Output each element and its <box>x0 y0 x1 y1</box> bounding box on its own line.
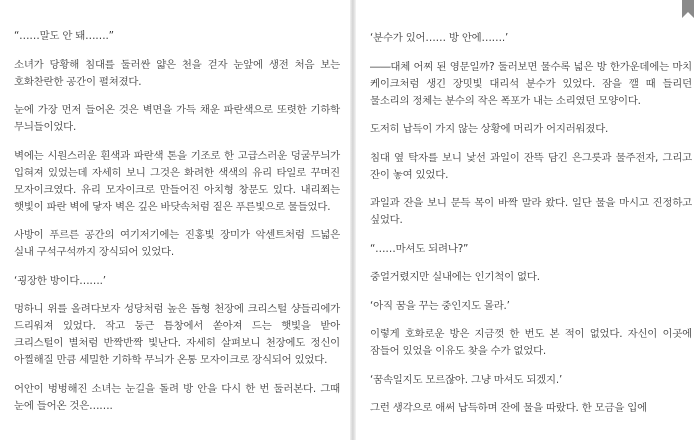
right-paragraph-5: 과일과 잔을 보니 문득 목이 바짝 말라 왔다. 일단 물을 마시고 진정하고 싶었다. <box>370 197 692 226</box>
right-paragraph-3: 도저히 납득이 가지 않는 상황에 머리가 어지러워졌다. <box>370 123 609 135</box>
right-paragraph-9: 이렇게 호화로운 방은 지금껏 한 번도 본 적이 없었다. 자신이 이곳에 잠들어 있었을 이유도 찾을 수가 없었다. <box>370 328 692 357</box>
right-page[interactable] <box>356 0 700 440</box>
right-paragraph-1: ‘분수가 있어…… 방 안에…….’ <box>370 32 509 44</box>
bookmark-icon[interactable] <box>682 0 694 18</box>
left-paragraph-4: 벽에는 시원스러운 흰색과 파란색 톤을 기조로 한 고급스러운 덩굴무늬가 입혀져 있었는데 자세히 보니 그것은 화려한 색색의 유리 타일로 꾸며진 모자이크였다. 유리 모자이크로 만들어진 아치형 창문도 있다. 내리쬐는 햇빛이 파란 벽에 닿자 벽은 깊은 바닷속처럼 짙은 푸른빛으로 물들었다. <box>14 149 340 213</box>
right-paragraph-10: ‘꿈속일지도 모르잖아. 그냥 마셔도 되겠지.’ <box>370 373 563 386</box>
left-paragraph-5: 사방이 푸르른 공간의 여기저기에는 진홍빛 장미가 악센트처럼 드넓은 실내 구석구석까지 장식되어 있었다. <box>14 229 340 258</box>
right-paragraph-6: “……마셔도 되려나?” <box>370 242 469 255</box>
right-paragraph-2: ――대체 어찌 된 영문일까? 둘러보면 물수록 넓은 방 한가운데에는 마치 케이크처럼 생긴 장밋빛 대리석 분수가 있었다. 잠을 깰 때 들리던 물소리의 정체는 분수의 작은 폭포가 내는 소리였던 모양이다. <box>370 60 692 107</box>
left-paragraph-3: 눈에 가장 먼저 들어온 것은 벽면을 가득 채운 파란색으로 또렷한 기하학 무늬들이었다. <box>14 104 340 133</box>
left-paragraph-1: “……말도 안 돼…….” <box>14 30 114 42</box>
left-paragraph-2: 소녀가 당황해 침대를 둘러싼 얇은 천을 걷자 눈앞에 생전 처음 보는 호화찬란한 공간이 펼쳐졌다. <box>14 58 340 88</box>
left-paragraph-8: 어안이 벙벙해진 소녀는 눈길을 돌려 방 안을 다시 한 번 둘러본다. 그때 눈에 들어온 것은……. <box>14 382 340 412</box>
left-paragraph-7: 멍하니 위를 올려다보자 성당처럼 높은 돔형 천장에 크리스털 샹들리에가 드리워져 있었다. 작고 둥근 틈창에서 쏟아져 드는 햇빛을 받아 크리스털이 별처럼 반짝반짝 빛난다. 자세히 살펴보니 천장에도 정신이 아찔해질 만큼 세밀한 기하학 무늬가 온통 모자이크로 장식되어 있었다. <box>14 303 340 366</box>
right-paragraph-4: 침대 옆 탁자를 보니 낯선 과일이 잔뜩 담긴 은그릇과 물주전자, 그리고 잔이 놓여 있었다. <box>370 151 692 181</box>
left-paragraph-6: ‘굉장한 방이다…….’ <box>14 274 106 287</box>
right-paragraph-11: 그런 생각으로 애써 납득하며 잔에 물을 따랐다. 한 모금을 입에 <box>370 402 647 414</box>
right-paragraph-8: ‘아직 꿈을 꾸는 중인지도 몰라.’ <box>370 299 510 312</box>
right-paragraph-7: 중얼거렸지만 실내에는 인기척이 없다. <box>370 271 540 283</box>
